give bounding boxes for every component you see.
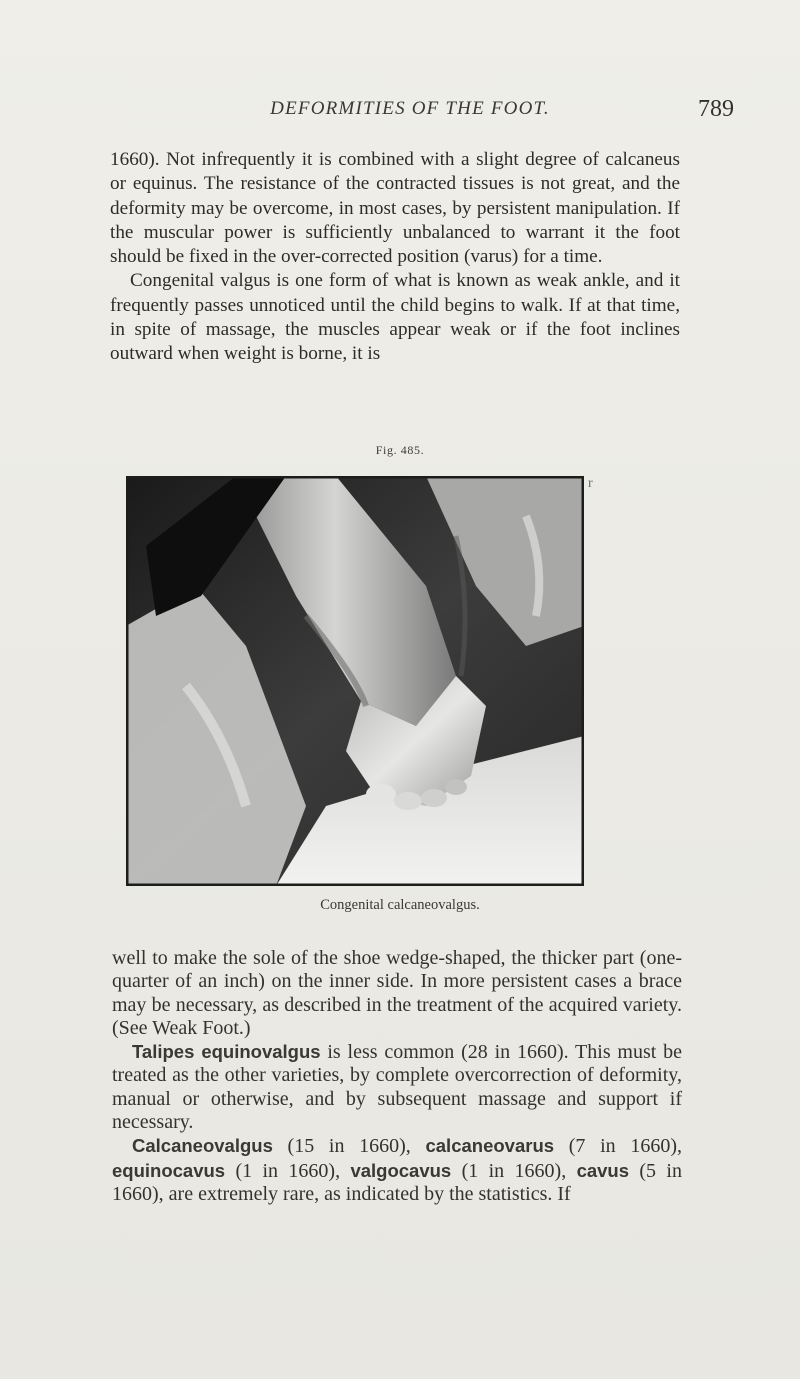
- rare-text-3: (1 in 1660),: [225, 1159, 351, 1182]
- figure-photograph: [126, 476, 584, 886]
- term-cavus: cavus: [576, 1159, 630, 1181]
- paragraph-shoe-wedge: well to make the sole of the shoe wedge-shaped, the thicker part (one-quarter of an inch) on the inner side. In more persistent cases a brace may be necessary, as described in the treatment of the acquired variety. (See Weak Foot.): [112, 947, 682, 1039]
- term-calcaneovalgus: Calcaneovalgus: [132, 1135, 273, 1157]
- term-talipes-equinovalgus: Talipes equinovalgus: [132, 1041, 321, 1063]
- equinovalgus-text: is less common (28 in 1660). This must be treated as the other varieties, by complete overcorrection of deformity, manual or otherwise, and by subsequent massage and support if necessary.: [112, 1041, 682, 1134]
- figure-caption: Congenital calcaneovalgus.: [320, 897, 480, 913]
- running-head: DEFORMITIES OF THE FOOT.: [270, 98, 550, 119]
- paragraph-congenital-valgus: Congenital valgus is one form of what is known as weak ankle, and it frequently passes unnoticed until the child begins to walk. If at that time, in spite of massage, the muscles appear weak or if the foot inclines outward when weight is borne, it is: [110, 270, 680, 365]
- top-text-block: [110, 148, 680, 367]
- page-number: 789: [698, 96, 734, 122]
- bottom-text-block: [112, 947, 682, 1206]
- foot-photo-illustration: [126, 476, 584, 886]
- figure-label: Fig. 485.: [375, 443, 425, 457]
- paragraph-continuation: 1660). Not infrequently it is combined with a slight degree of calcaneus or equinus. The resistance of the contracted tissues is not great, and the deformity may be overcome, in most cases, by persistent manipulation. If the muscular power is sufficiently unbalanced to warrant it the foot should be fixed in the over-corrected position (varus) for a time.: [110, 149, 680, 268]
- rare-text-4: (1 in 1660),: [451, 1159, 577, 1182]
- term-calcaneovarus: calcaneovarus: [425, 1135, 555, 1157]
- term-equinocavus: equinocavus: [112, 1159, 226, 1181]
- stray-mark: r: [588, 476, 593, 491]
- rare-text-2: (7 in 1660),: [554, 1135, 682, 1158]
- paragraph-rare-varieties: [112, 1134, 682, 1206]
- term-valgocavus: valgocavus: [350, 1159, 452, 1181]
- rare-text-5: (5 in 1660), are extremely rare, as indicated by the statistics. If: [112, 1159, 682, 1205]
- rare-text-1: (15 in 1660),: [272, 1135, 426, 1158]
- paragraph-equinovalgus: [112, 1040, 682, 1134]
